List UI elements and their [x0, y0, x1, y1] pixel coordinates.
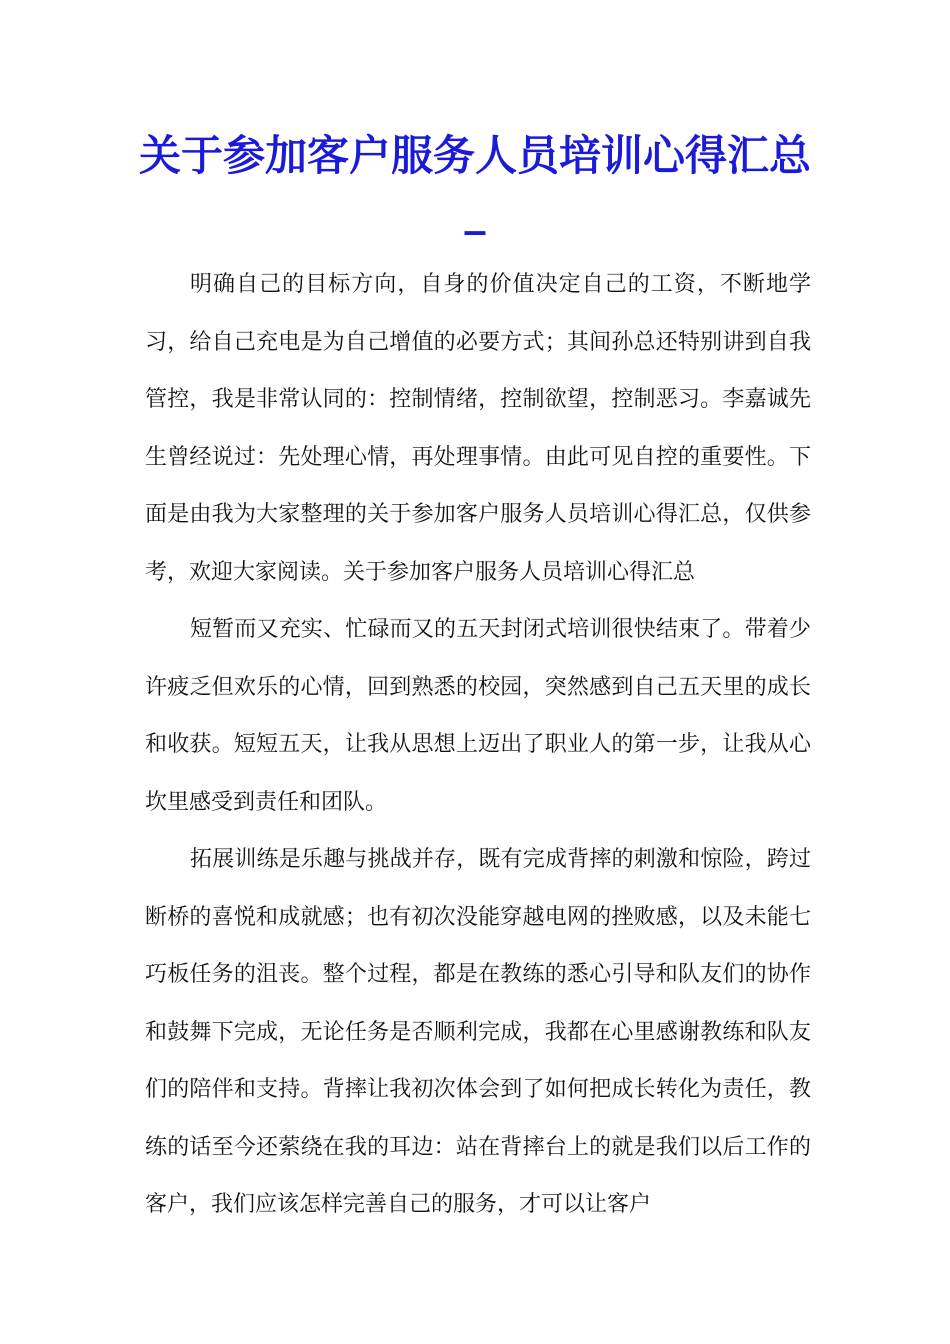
- paragraph-3: 拓展训练是乐趣与挑战并存，既有完成背摔的刺激和惊险，跨过断桥的喜悦和成就感；也有初次没能穿越电网的挫败感，以及未能七巧板任务的沮丧。整个过程，都是在教练的悉心引导和队友们的协作和鼓舞下完成，无论任务是否顺利完成，我都在心里感谢教练和队友们的陪伴和支持。背摔让我初次体会到了如何把成长转化为责任，教练的话至今还萦绕在我的耳边：站在背摔台上的就是我们以后工作的客户，我们应该怎样完善自己的服务，才可以让客户: [145, 847, 811, 1217]
- document-title: 关于参加客户服务人员培训心得汇总_: [138, 131, 811, 235]
- paragraph-2: 短暂而又充实、忙碌而又的五天封闭式培训很快结束了。带着少许疲乏但欢乐的心情，回到熟悉的校园，突然感到自己五天里的成长和收获。短短五天，让我从思想上迈出了职业人的第一步，让我从心坎里感受到责任和团队。: [145, 617, 811, 815]
- paragraph-1: 明确自己的目标方向，自身的价值决定自己的工资，不断地学习，给自己充电是为自己增值的必要方式；其间孙总还特别讲到自我管控，我是非常认同的：控制情绪，控制欲望，控制恶习。李嘉诚先生曾经说过：先处理心情，再处理事情。由此可见自控的重要性。下面是由我为大家整理的关于参加客户服务人员培训心得汇总，仅供参考，欢迎大家阅读。关于参加客户服务人员培训心得汇总: [145, 272, 811, 585]
- document-body: [145, 256, 811, 1234]
